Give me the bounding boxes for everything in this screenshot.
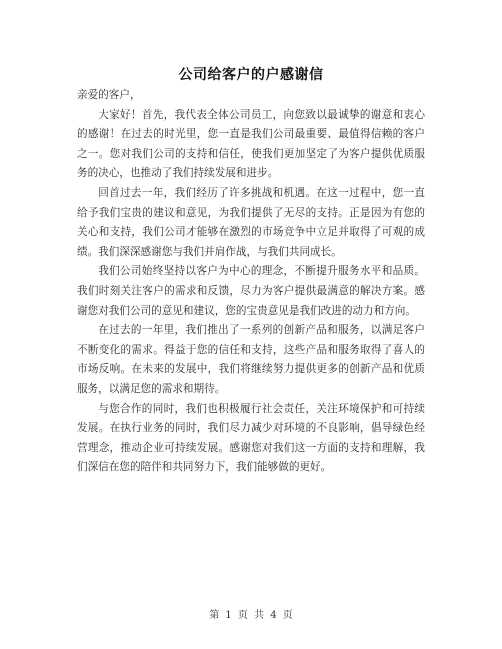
letter-body [77, 86, 425, 478]
paragraph-1: 大家好！首先，我代表全体公司员工，向您致以最诚挚的谢意和衷心的感谢！在过去的时光里，您一直是我们公司最重要、最值得信赖的客户之一。您对我们公司的支持和信任，使我们更加坚定了为客户提供优质服务的决心，也推动了我们持续发展和进步。 [77, 108, 425, 180]
paragraph-5: 与您合作的同时，我们也积极履行社会责任，关注环境保护和可持续发展。在执行业务的同时，我们尽力减少对环境的不良影响，倡导绿色经营理念，推动企业可持续发展。感谢您对我们这一方面的支持和理解，我们深信在您的陪伴和共同努力下，我们能够做的更好。 [77, 402, 425, 474]
paragraph-3: 我们公司始终坚持以客户为中心的理念，不断提升服务水平和品质。我们时刻关注客户的需求和反馈，尽力为客户提供最满意的解决方案。感谢您对我们公司的意见和建议，您的宝贵意见是我们改进的动力和方向。 [77, 265, 425, 317]
paragraph-2: 回首过去一年，我们经历了许多挑战和机遇。在这一过程中，您一直给予我们宝贵的建议和意见，为我们提供了无尽的支持。正是因为有您的关心和支持，我们公司才能够在激烈的市场竞争中立足并取得了可观的成绩。我们深深感谢您与我们并肩作战，与我们共同成长。 [77, 186, 425, 258]
document-title: 公司给客户的户感谢信 [178, 67, 324, 83]
paragraph-4: 在过去的一年里，我们推出了一系列的创新产品和服务，以满足客户不断变化的需求。得益于您的信任和支持，这些产品和服务取得了喜人的市场反响。在未来的发展中，我们将继续努力提供更多的创新产品和优质服务，以满足您的需求和期待。 [77, 324, 425, 395]
page-number-footer: 第 1 页 共 4 页 [209, 610, 293, 621]
letter-greeting: 亲爱的客户， [77, 89, 141, 101]
